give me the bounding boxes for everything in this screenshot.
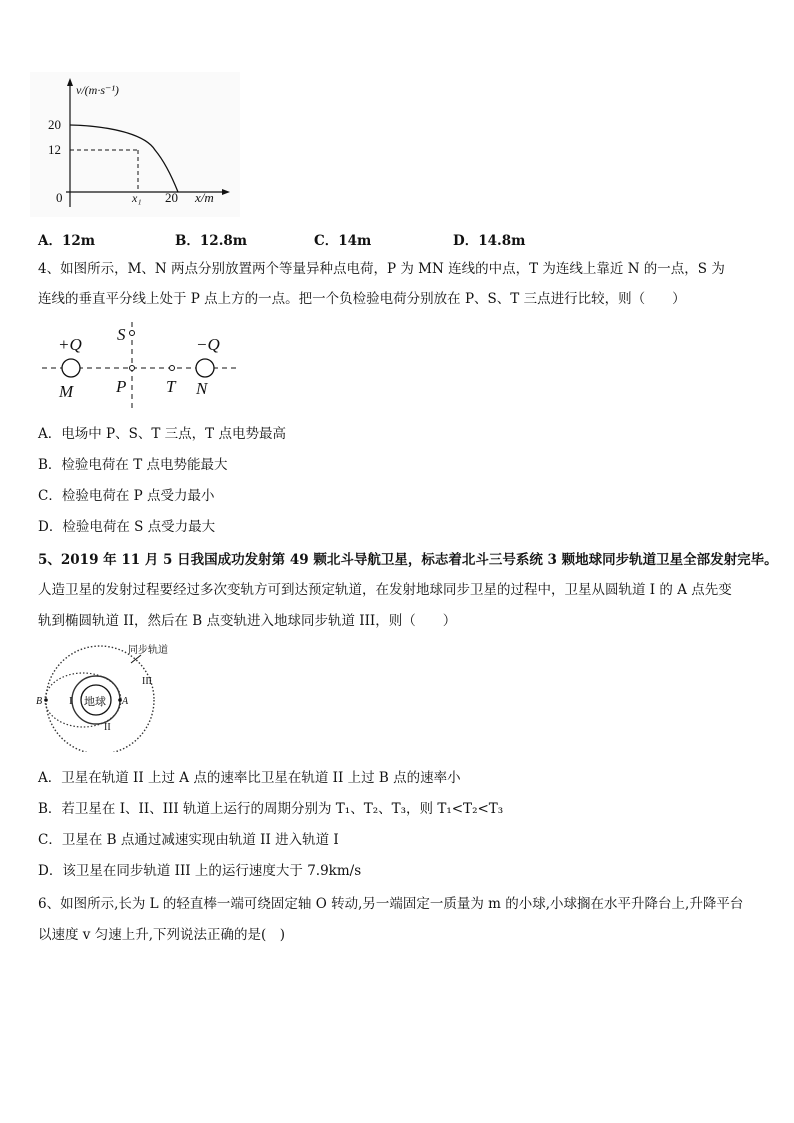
q3-option-b: B．12.8m: [175, 233, 248, 249]
q4-option-d: D．检验电荷在 S 点受力最大: [38, 519, 216, 535]
q3-option-c: C．14m: [314, 233, 372, 249]
q5-stem-line3: 轨到椭圆轨道 II，然后在 B 点变轨进入地球同步轨道 III，则（ ）: [38, 613, 457, 629]
point-b: [44, 698, 48, 702]
plus-q-label: +Q: [58, 335, 82, 354]
earth-label: 地球: [84, 696, 106, 708]
q3-option-d: D．14.8m: [453, 233, 526, 249]
a-label: A: [122, 696, 129, 707]
orbit-i-label: I: [69, 695, 73, 707]
point-t-dot: [170, 366, 175, 371]
y-axis-label: v/(m·s⁻¹): [76, 83, 119, 97]
q4-stem-line2: 连线的垂直平分线上处于 P 点上方的一点。把一个负检验电荷分别放在 P、S、T 三点进行比较，则（ ）: [38, 291, 686, 307]
q5-option-c: C．卫星在 B 点通过减速实现由轨道 II 进入轨道 I: [38, 832, 339, 848]
m-label: M: [59, 382, 74, 401]
orbit-iii-label: III: [142, 676, 152, 687]
q6-stem-line1: 6、如图所示,长为 L 的轻直棒一端可绕固定轴 O 转动,另一端固定一质量为 m 的小球,小球搁在水平升降台上,升降平台: [38, 896, 744, 912]
t-label: T: [166, 377, 176, 396]
x1-label: x₁: [132, 191, 142, 205]
orbits-diagram: [34, 642, 184, 752]
origin-label: 0: [56, 190, 63, 205]
b-label: B: [36, 696, 43, 707]
q4-stem-line1: 4、如图所示，M、N 两点分别放置两个等量异种点电荷，P 为 MN 连线的中点，T 为连线上靠近 N 的一点，S 为: [38, 261, 725, 277]
charge-n-circle: [196, 359, 214, 377]
charges-diagram: [38, 320, 243, 410]
s-label: S: [117, 325, 126, 344]
orbit-ii-label: II: [104, 722, 111, 733]
point-p-dot: [130, 366, 135, 371]
q4-option-b: B．检验电荷在 T 点电势能最大: [38, 457, 228, 473]
tick-label-20-y: 20: [48, 117, 61, 132]
q5-stem-line1: 5、2019 年 11 月 5 日我国成功发射第 49 颗北斗导航卫星，标志着北斗三号系统 3 颗地球同步轨道卫星全部发射完毕。: [38, 552, 778, 568]
q4-option-c: C．检验电荷在 P 点受力最小: [38, 488, 215, 504]
q3-option-a: A．12m: [38, 233, 96, 249]
charge-m-circle: [62, 359, 80, 377]
minus-q-label: −Q: [196, 335, 220, 354]
n-label: N: [196, 379, 208, 398]
tick-label-12-y: 12: [48, 142, 61, 157]
q5-option-d: D．该卫星在同步轨道 III 上的运行速度大于 7.9km/s: [38, 863, 362, 879]
q6-stem-line2: 以速度 v 匀速上升,下列说法正确的是( ): [38, 927, 286, 943]
q4-option-a: A．电场中 P、S、T 三点，T 点电势最高: [38, 426, 286, 442]
q5-option-b: B．若卫星在 I、II、III 轨道上运行的周期分别为 T₁、T₂、T₃，则 T₁<T₂<T₃: [38, 801, 504, 817]
sync-orbit-label: 同步轨道: [128, 645, 168, 656]
q5-option-a: A．卫星在轨道 II 上过 A 点的速率比卫星在轨道 II 上过 B 点的速率小: [38, 770, 461, 786]
tick-label-20-x: 20: [165, 190, 178, 205]
q5-stem-line2: 人造卫星的发射过程要经过多次变轨方可到达预定轨道，在发射地球同步卫星的过程中，卫星从圆轨道 I 的 A 点先变: [38, 582, 732, 598]
x-axis-label: x/m: [195, 190, 214, 205]
p-label: P: [116, 377, 127, 396]
point-s-dot: [130, 331, 135, 336]
velocity-position-graph: [30, 72, 240, 217]
